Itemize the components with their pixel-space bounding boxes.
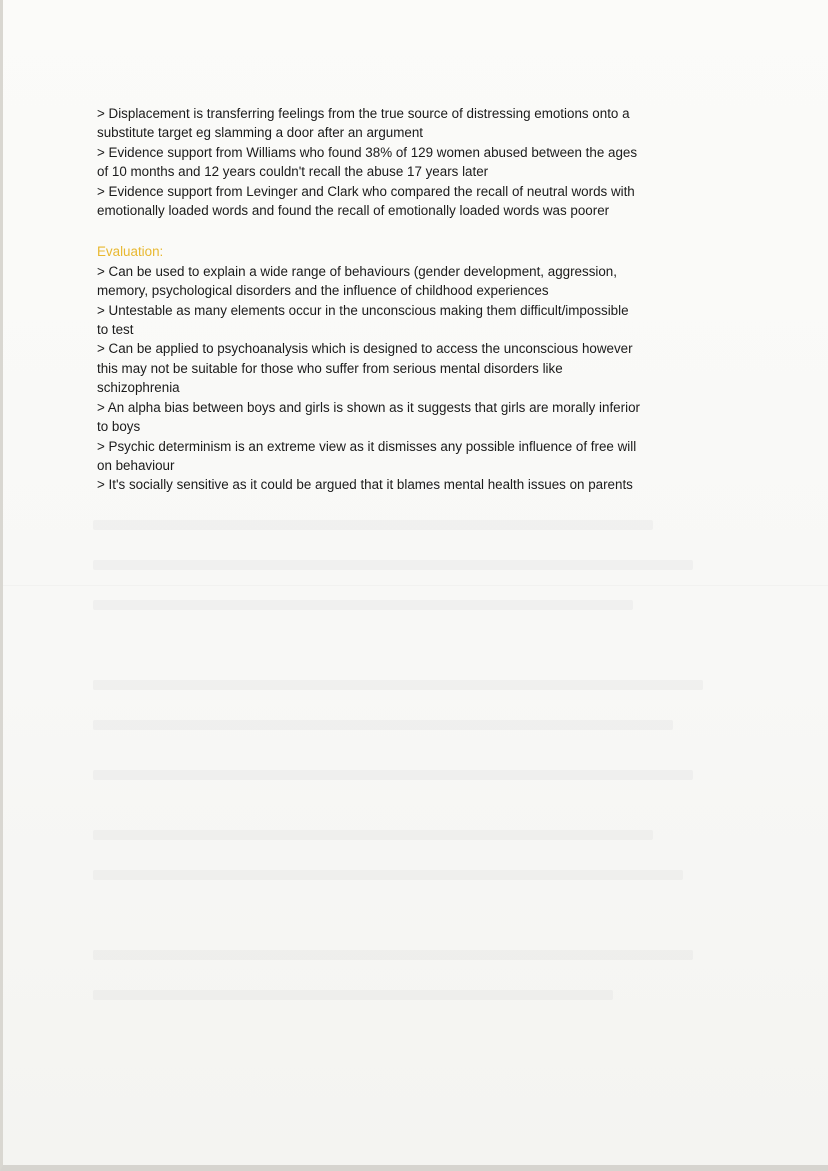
intro-line: emotionally loaded words and found the recall of emotionally loaded words was poorer bbox=[97, 203, 610, 219]
evaluation-line: on behaviour bbox=[97, 457, 175, 473]
evaluation-line: > An alpha bias between boys and girls is shown as it suggests that girls are morally inferior bbox=[97, 399, 640, 415]
intro-line: > Evidence support from Williams who found 38% of 129 women abused between the ages bbox=[97, 144, 638, 160]
show-through-mark bbox=[93, 720, 673, 730]
evaluation-line: to test bbox=[97, 322, 134, 338]
evaluation-line: schizophrenia bbox=[97, 380, 180, 396]
intro-line: substitute target eg slamming a door after an argument bbox=[97, 125, 424, 141]
intro-line: > Displacement is transferring feelings from the true source of distressing emotions onto a bbox=[97, 106, 630, 121]
evaluation-line: > Psychic determinism is an extreme view as it dismisses any possible influence of free will bbox=[97, 438, 637, 454]
intro-line: > Evidence support from Levinger and Clark who compared the recall of neutral words with bbox=[97, 183, 635, 199]
evaluation-line: > Untestable as many elements occur in the unconscious making them difficult/impossible bbox=[97, 302, 629, 318]
intro-section bbox=[97, 104, 717, 220]
evaluation-section bbox=[97, 262, 717, 495]
intro-line: of 10 months and 12 years couldn't recall the abuse 17 years later bbox=[97, 164, 489, 180]
show-through-mark bbox=[93, 950, 693, 960]
evaluation-line: this may not be suitable for those who suffer from serious mental disorders like bbox=[97, 360, 563, 376]
show-through-mark bbox=[93, 870, 683, 880]
evaluation-line: > It's socially sensitive as it could be argued that it blames mental health issues on parents bbox=[97, 477, 633, 493]
evaluation-line: memory, psychological disorders and the influence of childhood experiences bbox=[97, 283, 549, 299]
evaluation-line: > Can be applied to psychoanalysis which is designed to access the unconscious however bbox=[97, 341, 633, 357]
show-through-mark bbox=[93, 990, 613, 1000]
show-through-mark bbox=[93, 770, 693, 780]
evaluation-line: > Can be used to explain a wide range of behaviours (gender development, aggression, bbox=[97, 263, 617, 279]
show-through-mark bbox=[93, 600, 633, 610]
show-through-mark bbox=[93, 680, 703, 690]
document-body bbox=[97, 104, 717, 495]
show-through-mark bbox=[93, 520, 653, 530]
show-through-mark bbox=[93, 830, 653, 840]
evaluation-line: to boys bbox=[97, 419, 141, 435]
show-through-mark bbox=[93, 560, 693, 570]
paper-fold-line bbox=[3, 585, 828, 586]
evaluation-heading: Evaluation: bbox=[97, 244, 164, 260]
